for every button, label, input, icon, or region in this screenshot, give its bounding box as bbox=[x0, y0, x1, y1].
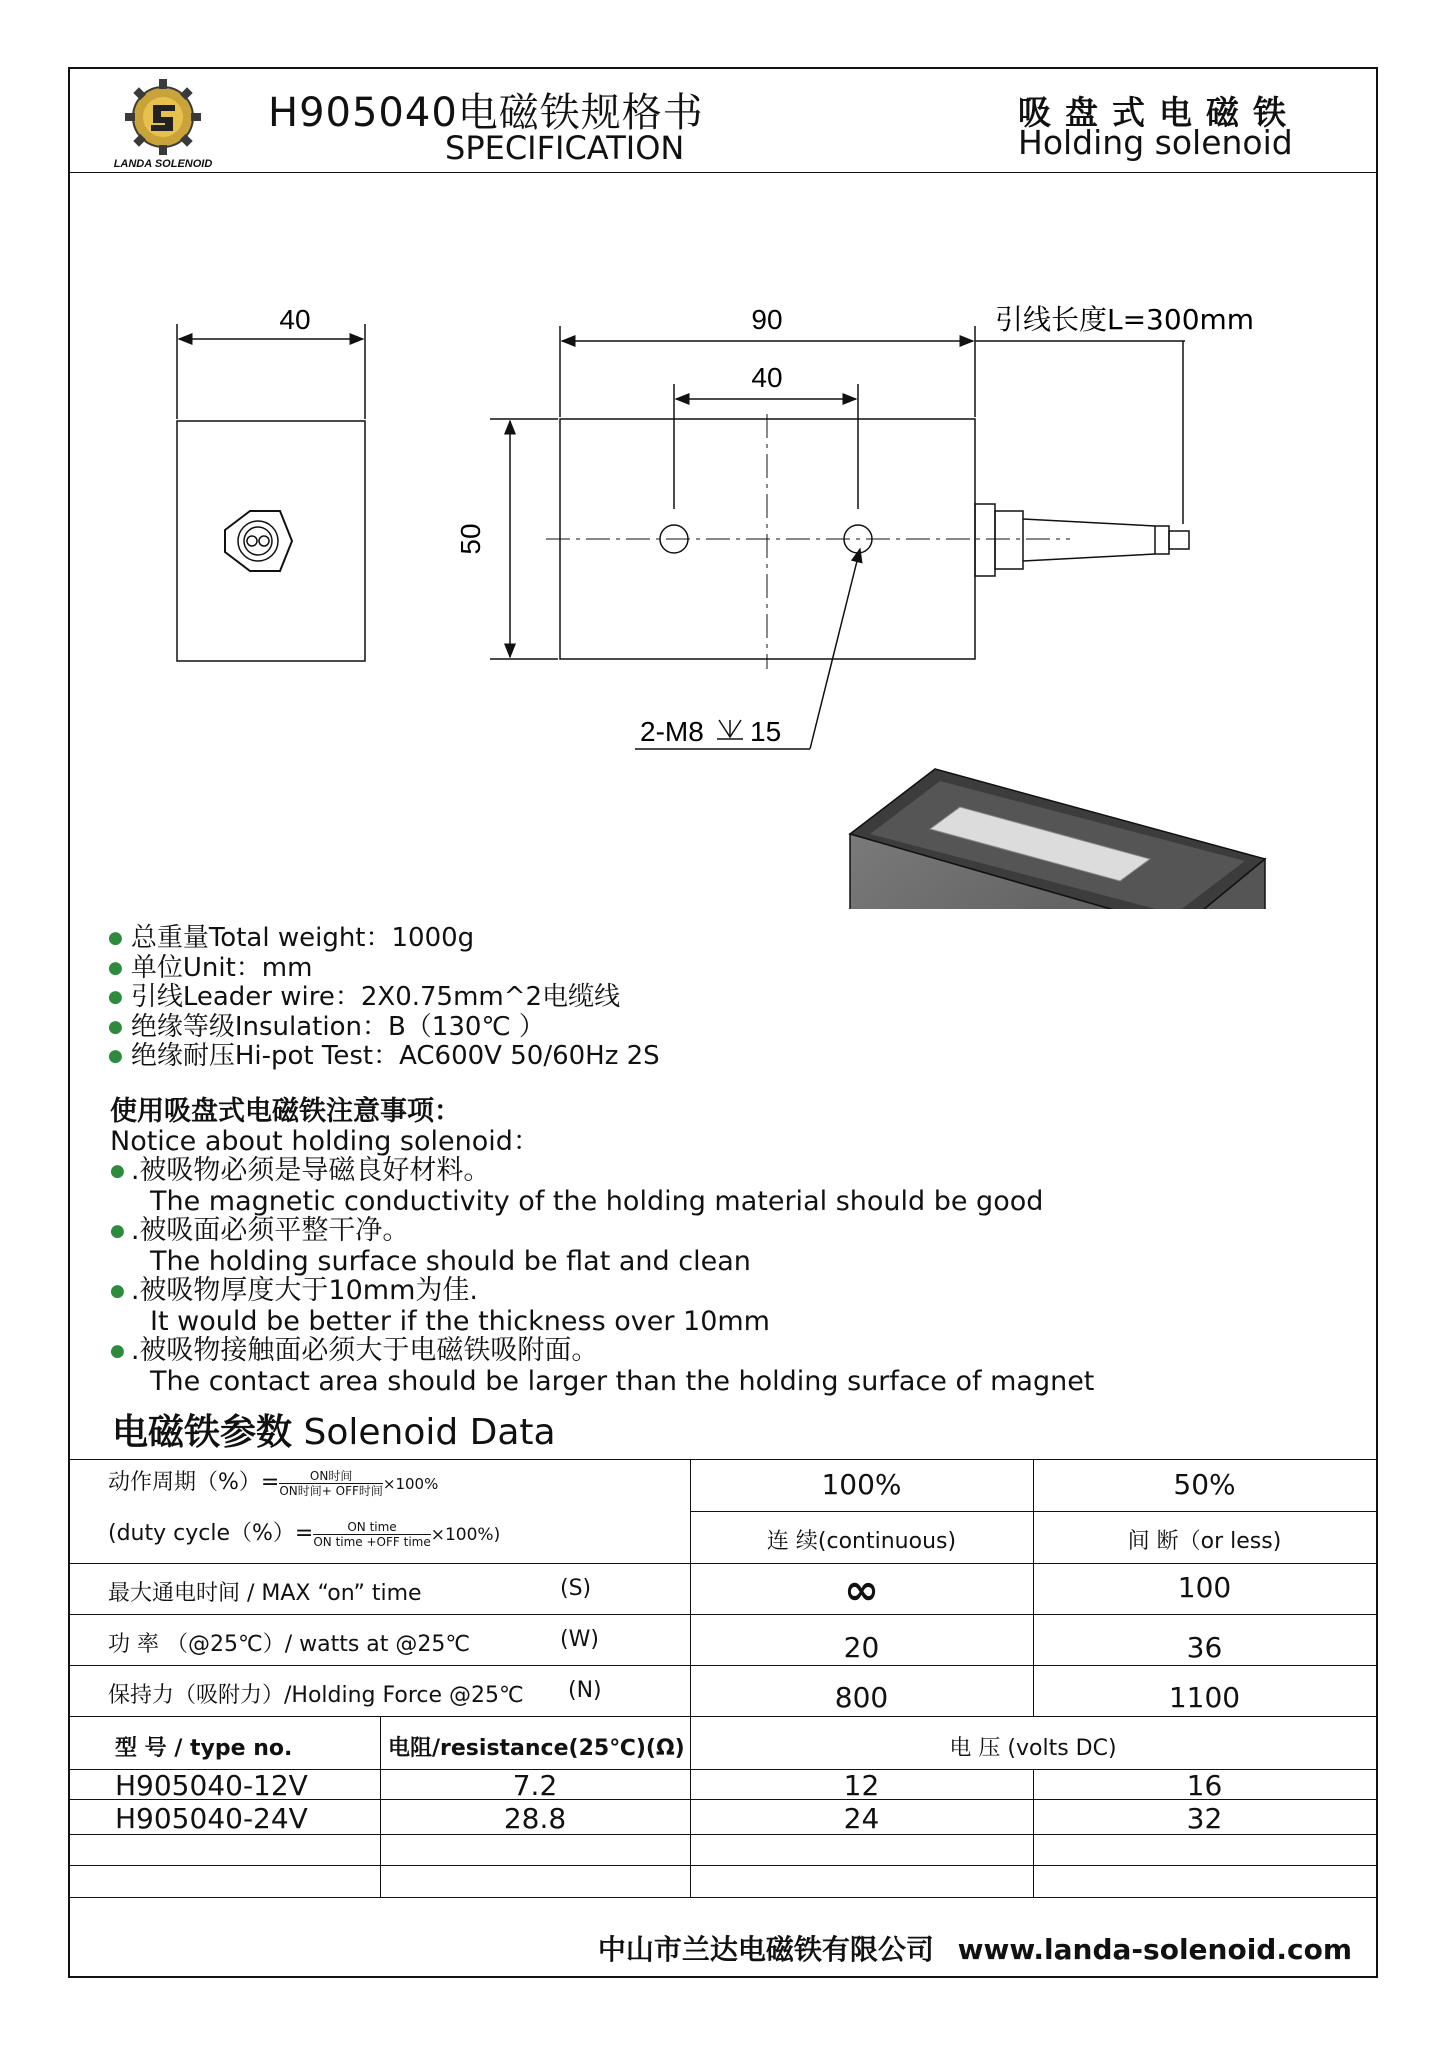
power-unit: (W) bbox=[560, 1627, 599, 1652]
voltage-12v-intermittent: 16 bbox=[1186, 1769, 1223, 1802]
spec-weight: ● 总重量Total weight：1000g bbox=[108, 924, 660, 954]
product-type-en: Holding solenoid bbox=[1018, 123, 1293, 162]
spec-list bbox=[108, 924, 660, 1072]
depth-icon bbox=[717, 720, 743, 739]
hole-spec: 2-M8 bbox=[640, 716, 704, 747]
voltage-24v-intermittent: 32 bbox=[1186, 1802, 1223, 1835]
solenoid-data-title bbox=[112, 1404, 556, 1455]
dim-hole-spacing: 40 bbox=[751, 362, 783, 393]
side-view bbox=[177, 324, 365, 661]
type-no-header: 型 号 / type no. bbox=[115, 1736, 293, 1761]
notice-title-en: Notice about holding solenoid： bbox=[110, 1125, 540, 1157]
spec-unit: ● 单位Unit：mm bbox=[108, 954, 660, 984]
power-intermittent: 36 bbox=[1186, 1631, 1223, 1664]
product-type-cn: 吸盘式电磁铁 bbox=[1018, 93, 1300, 132]
duty-cycle-formula-en: (duty cycle（%）= $\frac{\text{ON time}}{\text{ON time +OFF time}}$ ×100%) bbox=[108, 1519, 501, 1549]
solenoid-3d-render bbox=[850, 769, 1360, 909]
data-title-en: Solenoid Data bbox=[303, 1412, 556, 1453]
duty-50-header: 50% bbox=[1173, 1468, 1236, 1501]
voltage-header: 电 压 (volts DC) bbox=[949, 1736, 1117, 1761]
continuous-header: 连 续(continuous) bbox=[766, 1529, 957, 1554]
voltage-24v-continuous: 24 bbox=[843, 1802, 880, 1835]
notice-item-en: The magnetic conductivity of the holding material should be good bbox=[150, 1185, 1044, 1217]
max-on-time-continuous: ∞ bbox=[844, 1565, 879, 1614]
resistance-12v: 7.2 bbox=[512, 1769, 558, 1802]
spec-insulation: ● 绝缘等级Insulation：B（130℃ ） bbox=[108, 1013, 660, 1043]
model-12v: H905040-12V bbox=[115, 1769, 308, 1802]
document-subtitle: SPECIFICATION bbox=[445, 129, 685, 167]
max-on-time-intermittent: 100 bbox=[1177, 1571, 1232, 1604]
holding-force-label: 保持力（吸附力）/Holding Force @25℃ bbox=[108, 1683, 524, 1708]
max-on-time-label: 最大通电时间 / MAX “on” time bbox=[108, 1581, 422, 1606]
logo-text: LANDA SOLENOID bbox=[113, 158, 213, 170]
max-on-time-unit: (S) bbox=[560, 1576, 592, 1601]
dim-length: 90 bbox=[751, 304, 783, 335]
data-title-cn: 电磁铁参数 bbox=[112, 1412, 293, 1453]
holding-force-continuous: 800 bbox=[834, 1681, 889, 1714]
landa-logo bbox=[88, 75, 238, 175]
notice-item-en: It would be better if the thickness over 10mm bbox=[150, 1305, 770, 1337]
spec-hipot: ● 绝缘耐压Hi-pot Test：AC600V 50/60Hz 2S bbox=[108, 1042, 660, 1072]
document-title: H905040电磁铁规格书 bbox=[268, 90, 704, 136]
notice-section bbox=[110, 1097, 1094, 1396]
holding-force-intermittent: 1100 bbox=[1168, 1681, 1241, 1714]
website-link[interactable]: www.landa-solenoid.com bbox=[957, 1933, 1352, 1966]
wire-length-label: 引线长度L=300mm bbox=[995, 303, 1255, 336]
power-label: 功 率 （@25℃）/ watts at @25℃ bbox=[108, 1632, 471, 1657]
technical-drawing bbox=[70, 169, 1376, 909]
holding-force-unit: (N) bbox=[568, 1678, 602, 1703]
notice-title-cn: 使用吸盘式电磁铁注意事项： bbox=[110, 1096, 461, 1127]
hole-depth: 15 bbox=[750, 716, 782, 747]
spec-sheet-frame bbox=[68, 67, 1378, 1978]
notice-item-en: The holding surface should be flat and clean bbox=[150, 1245, 751, 1277]
intermittent-header: 间 断（or less) bbox=[1127, 1529, 1282, 1554]
duty-100-header: 100% bbox=[821, 1468, 902, 1501]
notice-item-cn: ● .被吸面必须平整干净。 bbox=[110, 1216, 1094, 1247]
model-24v: H905040-24V bbox=[115, 1802, 308, 1835]
dim-side-width: 40 bbox=[279, 304, 311, 335]
power-continuous: 20 bbox=[843, 1631, 880, 1664]
notice-item-cn: ● .被吸物接触面必须大于电磁铁吸附面。 bbox=[110, 1336, 1094, 1367]
notice-item-cn: ● .被吸物必须是导磁良好材料。 bbox=[110, 1156, 1094, 1187]
duty-cycle-formula-cn: 动作周期（%）= $\frac{\text{ON时间}}{\text{ON时间+ OFF时间}}$ ×100% bbox=[108, 1468, 439, 1498]
resistance-header: 电阻/resistance(25℃)(Ω) bbox=[388, 1736, 685, 1761]
footer bbox=[598, 1928, 1352, 1968]
spec-leader-wire: ● 引线Leader wire：2X0.75mm^2电缆线 bbox=[108, 983, 660, 1013]
voltage-12v-continuous: 12 bbox=[843, 1769, 880, 1802]
company-name: 中山市兰达电磁铁有限公司 bbox=[597, 1933, 934, 1966]
notice-item-cn: ● .被吸物厚度大于10mm为佳. bbox=[110, 1276, 1094, 1307]
dim-height: 50 bbox=[455, 523, 486, 555]
front-view bbox=[490, 326, 1189, 749]
resistance-24v: 28.8 bbox=[503, 1802, 567, 1835]
notice-item-en: The contact area should be larger than the holding surface of magnet bbox=[150, 1365, 1095, 1397]
